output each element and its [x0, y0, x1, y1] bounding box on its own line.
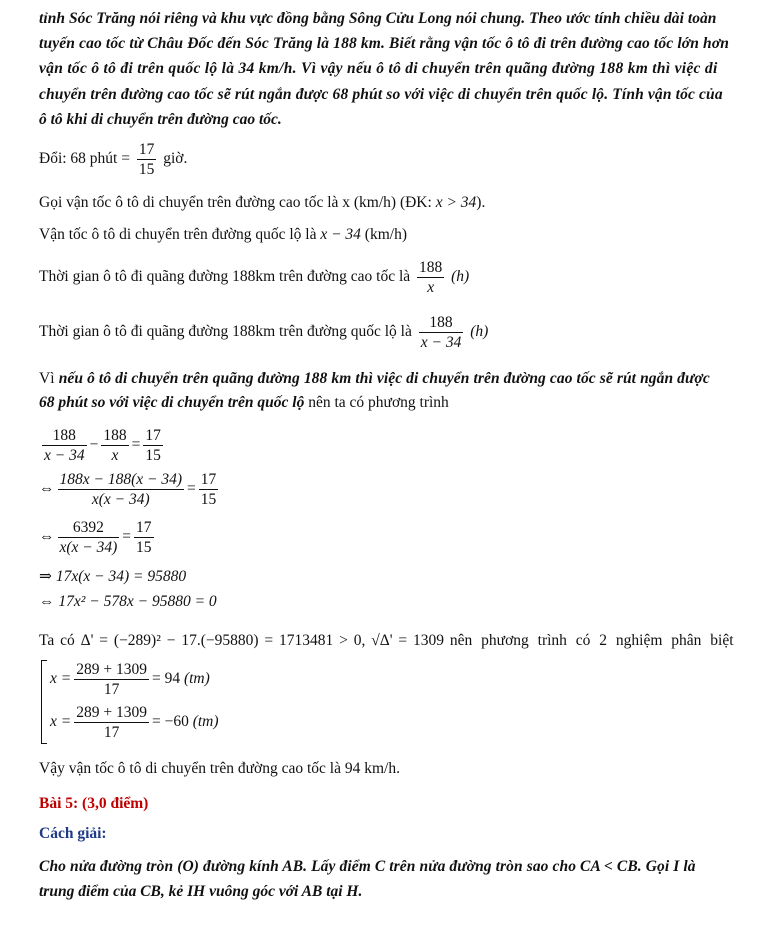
eq1-equals: = — [131, 436, 141, 454]
eq3-r-num: 17 — [136, 519, 152, 536]
root-2 — [50, 703, 219, 742]
time-highway-fraction — [417, 258, 444, 297]
problem-line-1: tỉnh Sóc Trăng nói riêng và khu vực đồng bằng Sông Cửu Long nói chung. Theo ước tính chiều dài toàn — [39, 10, 717, 27]
delta-expression: Δ' = (−289)² − 17.(−95880) = 1713481 > 0, √Δ' = 1309 — [80, 632, 445, 649]
time-road-num: 188 — [419, 313, 464, 333]
time-highway-unit: (h) — [451, 268, 470, 286]
let-end: ). — [476, 194, 486, 211]
problem-line-2: tuyến cao tốc từ Châu Đốc đến Sóc Trăng là 188 km. Biết rằng vận tốc ô tô đi trên đường cao tốc lớn hơn — [39, 35, 730, 52]
root-1 — [50, 660, 210, 699]
delta-prefix: Ta có — [39, 632, 75, 649]
road-speed-prefix: Vận tốc ô tô di chuyển trên đường quốc lộ là — [39, 226, 317, 243]
eq1-a-num: 188 — [42, 426, 87, 446]
eq1-b-num: 188 — [103, 427, 127, 444]
problem-5-heading: Bài 5: (3,0 điểm) — [39, 795, 149, 812]
root2-note: (tm) — [192, 713, 219, 731]
problem-5-line-1: Cho nửa đường tròn (O) đường kính AB. Lấy điểm C trên nửa đường tròn sao cho CA < CB. Gọi I là — [39, 858, 696, 875]
root1-frac — [74, 660, 149, 699]
method-heading: Cách giải: — [39, 825, 107, 842]
because-suffix: nên ta có phương trình — [304, 394, 449, 411]
time-highway-num: 188 — [419, 259, 443, 276]
problem-5-line-2: trung điểm của CB, kẻ IH vuông góc với AB tại H. — [39, 883, 363, 900]
problem-line-3: vận tốc ô tô đi trên quốc lộ là 34 km/h. Vì vậy nếu ô tô di chuyển trên quãng đường 188 km thì việc di — [39, 60, 718, 77]
root1-note: (tm) — [183, 670, 210, 688]
eq1-c-den: 15 — [145, 447, 161, 464]
roots-bracket — [41, 660, 48, 744]
because-prefix: Vì — [39, 370, 59, 387]
because-line-2 — [39, 394, 449, 412]
time-road-fraction — [419, 313, 464, 352]
root1-rhs: = 94 — [151, 670, 181, 688]
eq2-symbol: ⇔ — [39, 480, 55, 498]
delta-line — [39, 632, 734, 650]
eq1-frac-a — [42, 426, 87, 465]
conversion-num: 17 — [138, 141, 155, 158]
eq1-frac-c — [143, 426, 163, 465]
root2-num: 289 + 1309 — [76, 704, 147, 721]
eq1-b-den: x — [111, 447, 119, 464]
eq3-num: 6392 — [58, 518, 120, 538]
eq2-frac-r — [199, 470, 219, 509]
time-highway-prefix: Thời gian ô tô đi quãng đường 188km trên đường cao tốc là — [39, 268, 411, 286]
conversion-fraction — [137, 140, 157, 179]
conversion-suffix: giờ. — [163, 150, 188, 168]
conclusion: Vậy vận tốc ô tô di chuyển trên đường cao tốc là 94 km/h. — [39, 760, 400, 777]
equation-4: ⇒ 17x(x − 34) = 95880 — [39, 568, 187, 585]
because-bold-1: nếu ô tô di chuyển trên quãng đường 188 km thì việc di chuyển trên đường cao tốc sẽ rút ngắn được — [58, 370, 710, 387]
eq3-r-den: 15 — [136, 539, 152, 556]
time-highway-line — [39, 258, 469, 297]
eq3-den: x(x − 34) — [59, 539, 118, 556]
road-speed-unit: (km/h) — [364, 226, 407, 243]
time-highway-den: x — [427, 279, 435, 296]
equation-2 — [39, 470, 221, 509]
time-road-prefix: Thời gian ô tô đi quãng đường 188km trên đường quốc lộ là — [39, 323, 412, 341]
let-variable-line — [39, 194, 485, 212]
conversion-prefix: Đổi: 68 phút = — [39, 150, 130, 168]
let-variable-text: Gọi vận tốc ô tô di chuyển trên đường cao tốc là x (km/h) (ĐK: — [39, 194, 436, 211]
root1-den: 17 — [103, 681, 120, 698]
problem-line-4: chuyển trên đường cao tốc sẽ rút ngắn được 68 phút so với việc di chuyển trên quốc lộ. Tính vận tốc của — [39, 86, 723, 103]
eq2-frac — [58, 470, 185, 509]
time-road-line — [39, 313, 488, 352]
road-speed-expr: x − 34 — [320, 226, 361, 243]
time-road-unit: (h) — [470, 323, 489, 341]
equation-1 — [39, 426, 166, 465]
conversion-den: 15 — [138, 161, 155, 178]
let-condition: x > 34 — [435, 194, 477, 211]
eq1-c-num: 17 — [145, 427, 161, 444]
eq2-r-num: 17 — [200, 471, 217, 488]
because-line-1 — [39, 370, 710, 388]
time-road-den: x − 34 — [420, 334, 462, 351]
eq3-frac-r — [134, 518, 154, 557]
eq2-r-den: 15 — [200, 491, 217, 508]
root1-num: 289 + 1309 — [76, 661, 147, 678]
delta-suffix: nên phương trình có 2 nghiệm phân biệt — [449, 632, 734, 649]
road-speed-line — [39, 226, 407, 244]
eq1-minus: − — [89, 436, 99, 454]
eq1-frac-b — [101, 426, 128, 465]
problem-line-5: ô tô khi di chuyển trên đường cao tốc. — [39, 111, 282, 128]
root2-den: 17 — [103, 724, 120, 741]
root2-frac — [74, 703, 149, 742]
equation-3 — [39, 518, 157, 557]
eq3-equals: = — [122, 528, 132, 546]
eq1-a-den: x − 34 — [44, 447, 85, 464]
root1-lhs: x = — [50, 670, 72, 688]
eq3-symbol: ⇔ — [39, 528, 55, 546]
eq2-equals: = — [187, 480, 196, 498]
equation-5: ⇔ 17x² − 578x − 95880 = 0 — [39, 593, 217, 610]
eq3-frac — [58, 518, 120, 557]
eq2-num: 188x − 188(x − 34) — [59, 471, 183, 488]
root2-lhs: x = — [50, 713, 72, 731]
root2-rhs: = −60 — [151, 713, 189, 731]
conversion-line — [39, 140, 187, 179]
because-bold-2: 68 phút so với việc di chuyển trên quốc lộ — [39, 394, 305, 411]
eq2-den: x(x − 34) — [91, 491, 150, 508]
